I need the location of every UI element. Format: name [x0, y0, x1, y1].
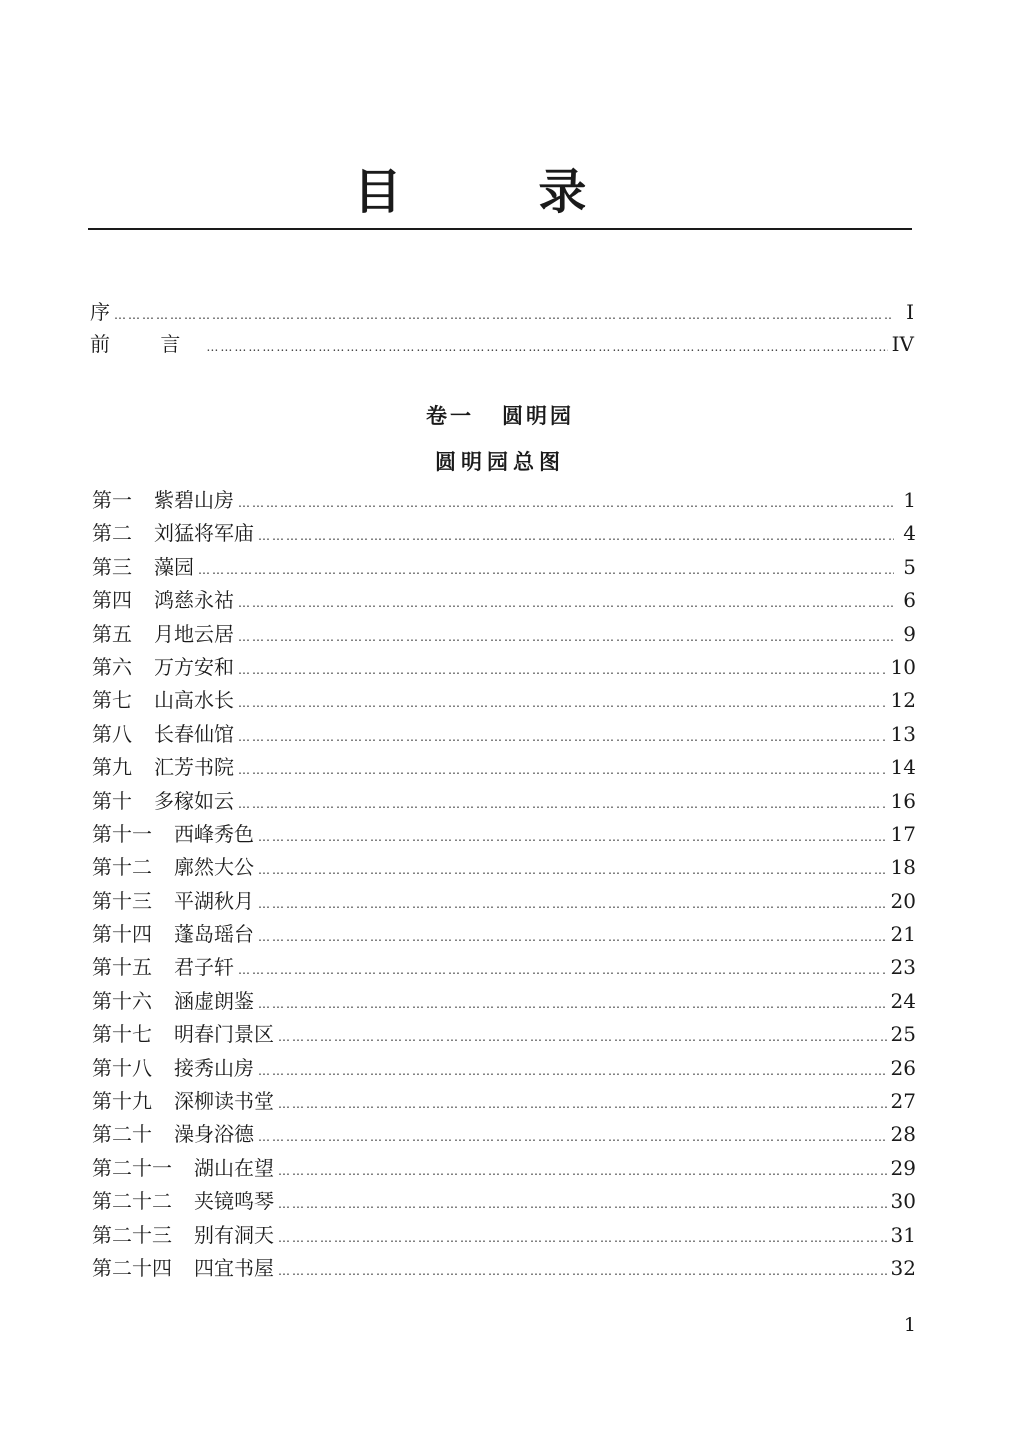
volume-name: 圆明园: [502, 403, 574, 428]
toc-title: 四宜书屋: [194, 1255, 274, 1280]
toc-list: [92, 484, 916, 1285]
toc-chapter: 第二十二: [92, 1189, 172, 1214]
toc-entry[interactable]: [92, 651, 916, 684]
toc-chapter: 第十八: [92, 1055, 152, 1080]
toc-title: 蓬岛瑶台: [174, 922, 254, 947]
toc-page: 32: [890, 1255, 916, 1280]
dot-leader: [238, 963, 887, 977]
toc-page: 12: [890, 688, 916, 713]
toc-title: 多稼如云: [154, 788, 234, 813]
volume-heading: [0, 400, 1000, 430]
toc-entry[interactable]: [92, 851, 916, 884]
title-rule: [88, 228, 912, 230]
dot-leader: [238, 696, 887, 710]
dot-leader: [238, 596, 894, 610]
dot-leader: [206, 340, 887, 354]
toc-page: 21: [890, 922, 916, 947]
toc-page: 18: [890, 855, 916, 880]
toc-chapter: 第四: [92, 588, 132, 613]
toc-page: 28: [890, 1122, 916, 1147]
dot-leader: [238, 797, 887, 811]
dot-leader: [258, 997, 887, 1011]
toc-title: 涵虚朗鉴: [174, 988, 254, 1013]
toc-entry[interactable]: [92, 1219, 916, 1252]
front-matter-page: IV: [891, 332, 914, 356]
toc-entry[interactable]: [92, 1252, 916, 1285]
toc-entry[interactable]: [92, 785, 916, 818]
front-matter-page: I: [906, 300, 914, 324]
toc-entry[interactable]: [92, 751, 916, 784]
toc-page: 9: [903, 621, 916, 646]
toc-chapter: 第二: [92, 521, 132, 546]
toc-page: 17: [890, 821, 916, 846]
toc-chapter: 第二十三: [92, 1222, 172, 1247]
toc-entry[interactable]: [92, 584, 916, 617]
toc-page: 26: [890, 1055, 916, 1080]
toc-chapter: 第三: [92, 554, 132, 579]
toc-chapter: 第十四: [92, 922, 152, 947]
toc-page: 31: [890, 1222, 916, 1247]
toc-page: 30: [890, 1189, 916, 1214]
toc-title: 万方安和: [154, 654, 234, 679]
toc-page: 27: [890, 1089, 916, 1114]
front-matter-label: 序: [90, 300, 110, 324]
toc-chapter: 第一: [92, 488, 132, 512]
toc-entry[interactable]: [92, 1018, 916, 1051]
toc-title: 刘猛将军庙: [154, 521, 254, 546]
toc-page: 29: [890, 1155, 916, 1180]
page-title: 目 录: [353, 164, 647, 220]
toc-chapter: 第二十: [92, 1122, 152, 1147]
toc-page: 14: [890, 755, 916, 780]
toc-title: 月地云居: [154, 621, 234, 646]
toc-title: 藻园: [154, 554, 194, 579]
dot-leader: [278, 1164, 887, 1178]
toc-title: 平湖秋月: [174, 888, 254, 913]
toc-title: 湖山在望: [194, 1155, 274, 1180]
toc-title: 深柳读书堂: [174, 1089, 274, 1114]
toc-chapter: 第二十四: [92, 1255, 172, 1280]
dot-leader: [258, 1064, 887, 1078]
toc-chapter: 第十七: [92, 1022, 152, 1047]
dot-leader: [198, 563, 894, 577]
toc-title: 君子轩: [174, 955, 234, 980]
toc-page: 16: [890, 788, 916, 813]
toc-title: 澡身浴德: [174, 1122, 254, 1147]
dot-leader: [258, 1130, 887, 1144]
toc-entry[interactable]: [92, 885, 916, 918]
dot-leader: [278, 1030, 887, 1044]
toc-entry[interactable]: [92, 951, 916, 984]
dot-leader: [278, 1197, 887, 1211]
toc-title: 廓然大公: [174, 855, 254, 880]
toc-chapter: 第十二: [92, 855, 152, 880]
toc-chapter: 第十: [92, 788, 132, 813]
toc-entry[interactable]: [92, 718, 916, 751]
toc-title: 鸿慈永祜: [154, 588, 234, 613]
dot-leader: [238, 763, 887, 777]
dot-leader: [238, 496, 894, 510]
front-matter-item[interactable]: [90, 328, 914, 360]
toc-title: 山高水长: [154, 688, 234, 713]
front-matter-item[interactable]: [90, 296, 914, 328]
toc-chapter: 第八: [92, 721, 132, 746]
toc-chapter: 第二十一: [92, 1155, 172, 1180]
toc-entry[interactable]: [92, 1052, 916, 1085]
toc-chapter: 第五: [92, 621, 132, 646]
toc-chapter: 第十九: [92, 1089, 152, 1114]
toc-page: 1: [903, 488, 916, 512]
dot-leader: [258, 897, 887, 911]
toc-entry[interactable]: [92, 618, 916, 651]
toc-page: 20: [890, 888, 916, 913]
dot-leader: [278, 1231, 887, 1245]
dot-leader: [258, 930, 887, 944]
front-matter-label: 前 言: [90, 332, 203, 356]
toc-chapter: 第十三: [92, 888, 152, 913]
volume-overview-map: 圆明园总图: [435, 449, 565, 474]
toc-entry[interactable]: [92, 1185, 916, 1218]
toc-title: 紫碧山房: [154, 488, 234, 512]
toc-entry[interactable]: [92, 985, 916, 1018]
toc-entry[interactable]: [92, 1118, 916, 1151]
toc-chapter: 第六: [92, 654, 132, 679]
toc-entry[interactable]: [92, 818, 916, 851]
toc-entry[interactable]: [92, 1085, 916, 1118]
volume-number: 卷一: [426, 403, 474, 428]
dot-leader: [238, 730, 887, 744]
page-number: 1: [903, 1314, 916, 1336]
toc-chapter: 第十六: [92, 988, 152, 1013]
toc-page: 5: [903, 554, 916, 579]
dot-leader: [238, 630, 894, 644]
dot-leader: [278, 1097, 887, 1111]
dot-leader: [258, 863, 887, 877]
toc-page: 24: [890, 988, 916, 1013]
dot-leader: [238, 663, 887, 677]
toc-page: 23: [890, 955, 916, 980]
toc-entry[interactable]: [92, 551, 916, 584]
toc-page: 6: [903, 588, 916, 613]
toc-page: 13: [890, 721, 916, 746]
toc-chapter: 第十一: [92, 821, 152, 846]
toc-title: 夹镜鸣琴: [194, 1189, 274, 1214]
toc-chapter: 第十五: [92, 955, 152, 980]
toc-title: 汇芳书院: [154, 755, 234, 780]
toc-page: 4: [903, 521, 916, 546]
toc-entry[interactable]: [92, 1152, 916, 1185]
dot-leader: [258, 830, 887, 844]
dot-leader: [114, 308, 892, 322]
toc-title: 接秀山房: [174, 1055, 254, 1080]
dot-leader: [278, 1264, 887, 1278]
front-matter-list: [90, 296, 914, 360]
toc-entry[interactable]: [92, 918, 916, 951]
toc-title: 长春仙馆: [154, 721, 234, 746]
toc-entry[interactable]: [92, 684, 916, 717]
toc-entry[interactable]: [92, 517, 916, 550]
toc-chapter: 第七: [92, 688, 132, 713]
toc-title: 别有洞天: [194, 1222, 274, 1247]
toc-page: 25: [890, 1022, 916, 1047]
toc-chapter: 第九: [92, 755, 132, 780]
toc-title: 明春门景区: [174, 1022, 274, 1047]
toc-entry[interactable]: [92, 484, 916, 517]
toc-title: 西峰秀色: [174, 821, 254, 846]
toc-page: 10: [890, 654, 916, 679]
dot-leader: [258, 529, 894, 543]
